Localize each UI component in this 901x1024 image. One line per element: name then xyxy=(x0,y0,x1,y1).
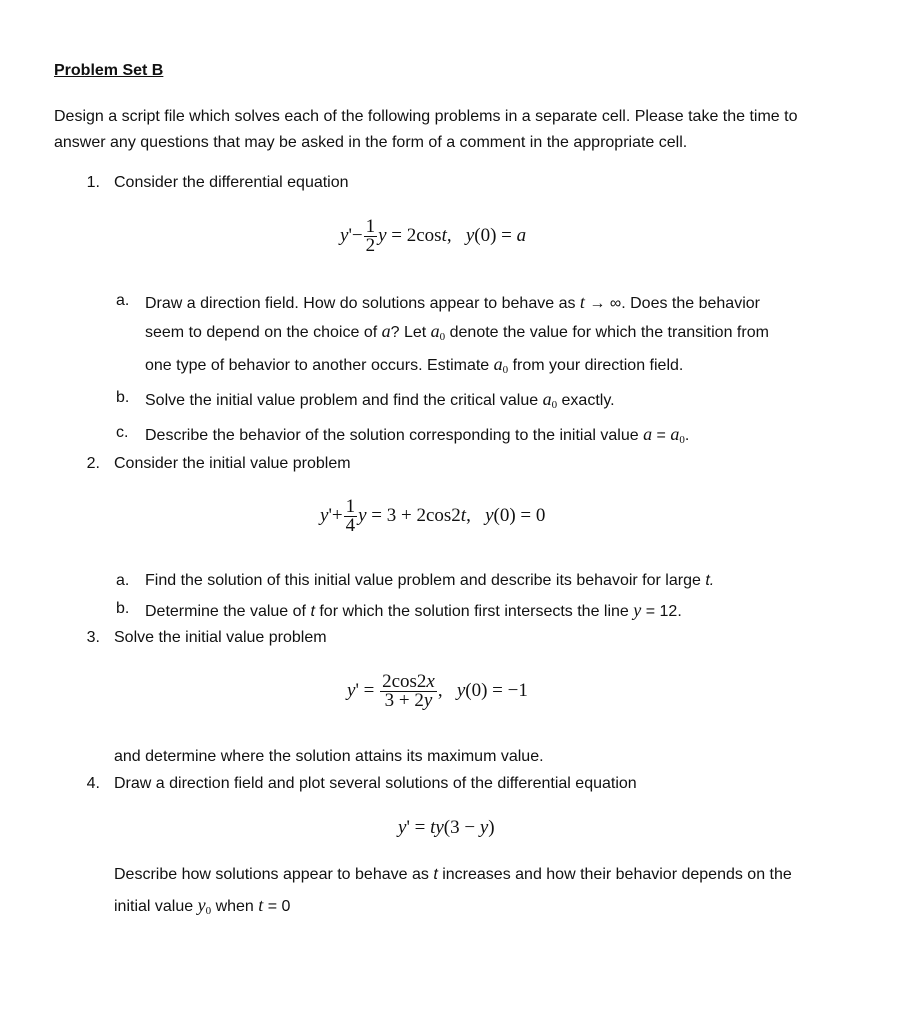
equation-4: y' = ty(3 − y) xyxy=(398,817,495,838)
problem-2-number: 2. xyxy=(86,455,100,472)
part-1b-text: Solve the initial value problem and find the critical value $a_0$ exactly. xyxy=(145,389,615,411)
intro-line-1: Design a script file which solves each of the following problems in a separate cell. Please take the time to xyxy=(54,108,798,125)
problem-1-text: Consider the differential equation xyxy=(114,174,349,191)
problem-4-text: Draw a direction field and plot several solutions of the differential equation xyxy=(114,775,637,792)
equation-2: y'+ $\frac{1}{4}$ y = 3 + 2cos2t, y(0) = 0 xyxy=(320,496,546,536)
part-1b-label: b. xyxy=(116,389,130,406)
equation-1: y'− $\frac{1}{2}$ y = 2cost, y(0) = a xyxy=(340,216,527,256)
problem-4-after-line-1: Describe how solutions appear to behave as t increases and how their behavior depends on the xyxy=(114,866,792,883)
part-1a-label: a. xyxy=(116,292,130,309)
part-1a-line-2: seem to depend on the choice of a? Let $a_0$ denote the value for which the transition from xyxy=(145,321,769,343)
part-1a-line-3: one type of behavior to another occurs. Estimate $a_0$ from your direction field. xyxy=(145,354,684,376)
page-title: Problem Set B xyxy=(54,62,164,79)
problem-3-text: Solve the initial value problem xyxy=(114,629,327,646)
problem-2-text: Consider the initial value problem xyxy=(114,455,351,472)
problem-1-number: 1. xyxy=(86,174,100,191)
intro-line-2: answer any questions that may be asked in the form of a comment in the appropriate cell. xyxy=(54,134,688,151)
equation-3: y' = $\frac{2\cos 2x}{3 + 2y}$ , y(0) = −1 xyxy=(347,671,528,711)
part-1c-label: c. xyxy=(116,424,129,441)
problem-4-number: 4. xyxy=(86,775,100,792)
part-2a-label: a. xyxy=(116,572,130,589)
problem-3-number: 3. xyxy=(86,629,100,646)
problem-3-after: and determine where the solution attains its maximum value. xyxy=(114,748,544,765)
part-2a-text: Find the solution of this initial value problem and describe its behavoir for large t. xyxy=(145,572,715,589)
problem-4-after-line-2: initial value $y_0$ when t = 0 xyxy=(114,895,291,917)
part-2b-text: Determine the value of t for which the solution first intersects the line y = 12. xyxy=(145,600,682,620)
part-2b-label: b. xyxy=(116,600,130,617)
part-1a-line-1: Draw a direction field. How do solutions appear to behave as t → ∞. Does the behavior xyxy=(145,292,760,312)
part-1c-text: Describe the behavior of the solution corresponding to the initial value $a = a_0$. xyxy=(145,424,690,446)
